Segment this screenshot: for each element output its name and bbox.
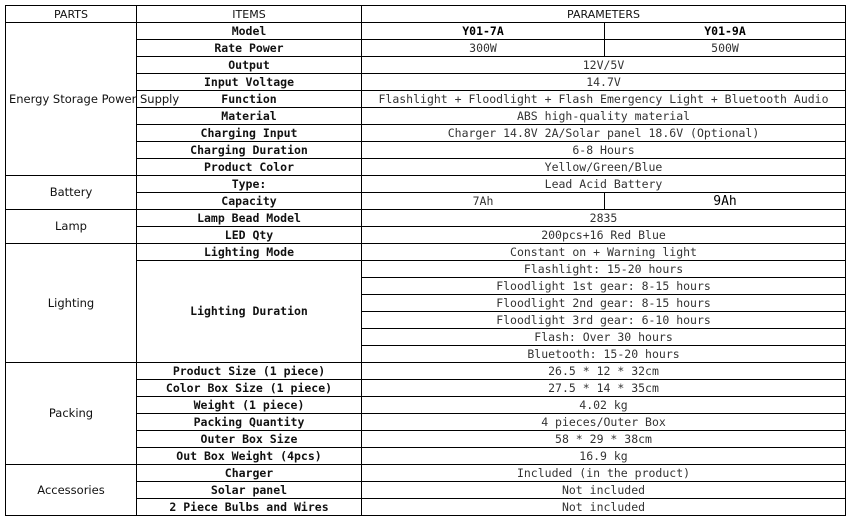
duration-bluetooth: Bluetooth: 15-20 hours [362,346,846,363]
item-type: Type: [137,176,362,193]
header-row [6,6,846,23]
item-product-size: Product Size (1 piece) [137,363,362,380]
output-value: 12V/5V [362,57,846,74]
item-bulbs-wires: 2 Piece Bulbs and Wires [137,499,362,516]
charging-input-value: Charger 14.8V 2A/Solar panel 18.6V (Optional) [362,125,846,142]
item-solar-panel: Solar panel [137,482,362,499]
item-led-qty: LED Qty [137,227,362,244]
duration-floodlight-1: Floodlight 1st gear: 8-15 hours [362,278,846,295]
bulbs-wires-value: Not included [362,499,846,516]
table-row [6,210,846,227]
item-outer-box-size: Outer Box Size [137,431,362,448]
header-parameters: PARAMETERS [362,6,846,23]
model-a: Y01-7A [362,23,605,40]
part-lighting: Lighting [6,244,137,363]
item-rate-power: Rate Power [137,40,362,57]
part-battery: Battery [6,176,137,210]
type-value: Lead Acid Battery [362,176,846,193]
solar-panel-value: Not included [362,482,846,499]
outer-box-size-value: 58 * 29 * 38cm [362,431,846,448]
item-charger: Charger [137,465,362,482]
item-charging-duration: Charging Duration [137,142,362,159]
function-value: Flashlight + Floodlight + Flash Emergency Light + Bluetooth Audio [362,91,846,108]
header-items: ITEMS [137,6,362,23]
capacity-b: 9Ah [605,193,846,210]
part-accessories: Accessories [6,465,137,516]
item-lamp-bead-model: Lamp Bead Model [137,210,362,227]
duration-flash: Flash: Over 30 hours [362,329,846,346]
part-lamp: Lamp [6,210,137,244]
duration-flashlight: Flashlight: 15-20 hours [362,261,846,278]
product-color-value: Yellow/Green/Blue [362,159,846,176]
part-energy-storage: Energy Storage Power Supply [6,23,137,176]
product-size-value: 26.5 * 12 * 32cm [362,363,846,380]
table-row [6,465,846,482]
rate-power-b: 500W [605,40,846,57]
item-input-voltage: Input Voltage [137,74,362,91]
duration-floodlight-2: Floodlight 2nd gear: 8-15 hours [362,295,846,312]
led-qty-value: 200pcs+16 Red Blue [362,227,846,244]
weight-value: 4.02 kg [362,397,846,414]
item-capacity: Capacity [137,193,362,210]
capacity-a: 7Ah [362,193,605,210]
item-color-box-size: Color Box Size (1 piece) [137,380,362,397]
item-model: Model [137,23,362,40]
part-packing: Packing [6,363,137,465]
item-lighting-duration: Lighting Duration [137,261,362,363]
item-packing-quantity: Packing Quantity [137,414,362,431]
charger-value: Included (in the product) [362,465,846,482]
charging-duration-value: 6-8 Hours [362,142,846,159]
packing-quantity-value: 4 pieces/Outer Box [362,414,846,431]
item-charging-input: Charging Input [137,125,362,142]
table-row [6,244,846,261]
item-function: Function [137,91,362,108]
item-weight: Weight (1 piece) [137,397,362,414]
item-material: Material [137,108,362,125]
rate-power-a: 300W [362,40,605,57]
item-lighting-mode: Lighting Mode [137,244,362,261]
model-b: Y01-9A [605,23,846,40]
lamp-bead-value: 2835 [362,210,846,227]
duration-floodlight-3: Floodlight 3rd gear: 6-10 hours [362,312,846,329]
spec-table [5,5,846,516]
table-row [6,176,846,193]
item-product-color: Product Color [137,159,362,176]
item-out-box-weight: Out Box Weight (4pcs) [137,448,362,465]
table-row [6,23,846,40]
material-value: ABS high-quality material [362,108,846,125]
color-box-size-value: 27.5 * 14 * 35cm [362,380,846,397]
table-row [6,363,846,380]
item-output: Output [137,57,362,74]
input-voltage-value: 14.7V [362,74,846,91]
out-box-weight-value: 16.9 kg [362,448,846,465]
header-parts: PARTS [6,6,137,23]
lighting-mode-value: Constant on + Warning light [362,244,846,261]
